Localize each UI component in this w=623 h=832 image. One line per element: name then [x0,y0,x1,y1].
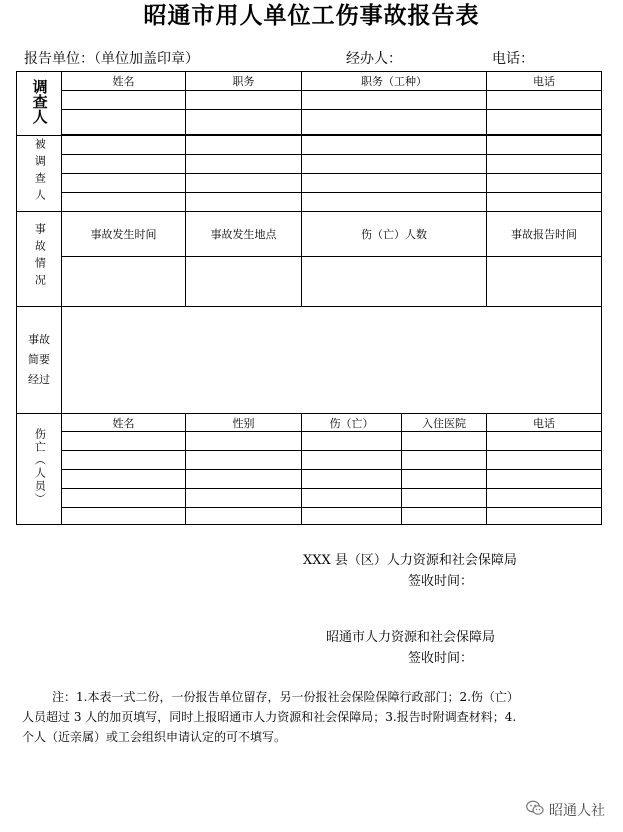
casualty-injury-cell[interactable] [302,451,402,470]
wechat-icon [526,800,544,820]
table-row [17,193,602,212]
accident-label: 事故情况 [33,223,47,292]
brand-name: 昭通人社 [549,803,605,819]
casualty-injury-cell[interactable] [302,432,402,451]
casualty-gender-cell[interactable] [186,432,302,451]
casualties-col-phone: 电话 [487,414,602,432]
respondent-cell[interactable] [302,193,487,212]
accident-report-time-cell[interactable] [487,257,602,307]
table-row [17,136,602,155]
accident-col-time: 事故发生时间 [62,212,186,257]
accident-col-report-time: 事故报告时间 [487,212,602,257]
table-row [17,110,602,135]
table-row [17,155,602,174]
summary-row [17,307,602,414]
casualty-gender-cell[interactable] [186,451,302,470]
page-title: 昭通市用人单位工伤事故报告表 [143,3,480,29]
respondent-cell[interactable] [487,193,602,212]
casualties-col-name: 姓名 [62,414,186,432]
table-row [17,91,602,110]
investigator-label-cell [17,72,62,136]
casualty-hospital-cell[interactable] [402,451,487,470]
footnote-line-3: 个人（近亲属）或工会组织申请认定的可不填写。 [22,730,287,744]
accident-col-casualties: 伤（亡）人数 [302,212,487,257]
table-row [17,508,602,525]
accident-casualties-cell[interactable] [302,257,487,307]
table-row [17,432,602,451]
casualties-col-injury: 伤（亡） [302,414,402,432]
casualty-hospital-cell[interactable] [402,432,487,451]
footnote-line-2: 人员超过 3 人的加页填写，同时上报昭通市人力资源和社会保障局；3.报告时附调查材料；4. [22,710,517,724]
investigator-col-phone: 电话 [487,72,602,91]
casualty-injury-cell[interactable] [302,508,402,525]
accident-time-cell[interactable] [62,257,186,307]
respondent-cell[interactable] [62,136,186,155]
accident-label-cell [17,212,62,307]
investigator-job-cell[interactable] [302,110,487,135]
report-table [16,71,602,525]
respondent-cell[interactable] [186,174,302,193]
casualties-col-hospital: 入住医院 [402,414,487,432]
respondent-cell[interactable] [62,155,186,174]
accident-header-row [17,212,602,257]
respondent-cell[interactable] [186,136,302,155]
respondent-cell[interactable] [62,174,186,193]
casualty-name-cell[interactable] [62,451,186,470]
table-row [17,174,602,193]
table-row [17,451,602,470]
casualties-header-row [17,414,602,432]
respondent-label: 被调查人 [33,137,47,206]
city-receipt-time: 签收时间： [408,651,474,666]
respondent-cell[interactable] [302,174,487,193]
casualty-name-cell[interactable] [62,470,186,489]
casualty-phone-cell[interactable] [487,432,602,451]
summary-label: 事故简要经过 [28,333,50,386]
casualty-gender-cell[interactable] [186,489,302,508]
investigator-position-cell[interactable] [186,110,302,135]
brand-watermark [526,800,605,820]
casualties-col-gender: 性别 [186,414,302,432]
respondent-cell[interactable] [487,136,602,155]
respondent-cell[interactable] [186,155,302,174]
casualty-gender-cell[interactable] [186,508,302,525]
casualty-gender-cell[interactable] [186,470,302,489]
footnote-line-1: 注：1.本表一式二份，一份报告单位留存，另一份报社会保险保障行政部门；2.伤（亡） [52,690,519,704]
county-bureau: XXX 县（区）人力资源和社会保障局 [303,553,517,568]
summary-label-cell [17,307,62,414]
casualty-name-cell[interactable] [62,508,186,525]
respondent-cell[interactable] [302,155,487,174]
casualty-phone-cell[interactable] [487,451,602,470]
respondent-cell[interactable] [62,193,186,212]
investigator-header-row [17,72,602,91]
accident-col-place: 事故发生地点 [186,212,302,257]
casualty-phone-cell[interactable] [487,508,602,525]
investigator-label-text: 调查人 [30,78,49,124]
respondent-cell[interactable] [487,155,602,174]
casualty-phone-cell[interactable] [487,470,602,489]
summary-content-cell[interactable] [62,307,602,414]
investigator-col-name: 姓名 [62,72,186,91]
casualty-phone-cell[interactable] [487,489,602,508]
casualty-injury-cell[interactable] [302,470,402,489]
accident-place-cell[interactable] [186,257,302,307]
table-row [17,489,602,508]
investigator-label [17,79,61,128]
investigator-col-position: 职务 [186,72,302,91]
casualty-hospital-cell[interactable] [402,470,487,489]
casualty-hospital-cell[interactable] [402,508,487,525]
casualty-injury-cell[interactable] [302,489,402,508]
investigator-job-cell[interactable] [302,91,487,110]
casualty-name-cell[interactable] [62,432,186,451]
casualties-label: 伤亡（人员） [33,428,47,507]
handler-label: 经办人： [346,51,402,67]
county-receipt-time: 签收时间： [408,574,474,589]
table-row [17,257,602,307]
casualty-name-cell[interactable] [62,489,186,508]
respondent-cell[interactable] [186,193,302,212]
respondent-label-cell [17,136,62,212]
investigator-col-job: 职务（工种） [302,72,487,91]
footnote [22,687,617,747]
casualties-label-cell [17,414,62,525]
table-row [17,470,602,489]
investigator-name-cell[interactable] [62,91,186,110]
investigator-phone-cell[interactable] [487,91,602,110]
phone-label: 电话： [492,51,534,67]
respondent-cell[interactable] [487,174,602,193]
city-bureau: 昭通市人力资源和社会保障局 [326,630,496,645]
report-unit-label: 报告单位：（单位加盖印章） [24,51,199,67]
casualty-hospital-cell[interactable] [402,489,487,508]
investigator-position-cell[interactable] [186,91,302,110]
respondent-cell[interactable] [302,136,487,155]
investigator-name-cell[interactable] [62,110,186,135]
investigator-phone-cell[interactable] [487,110,602,135]
